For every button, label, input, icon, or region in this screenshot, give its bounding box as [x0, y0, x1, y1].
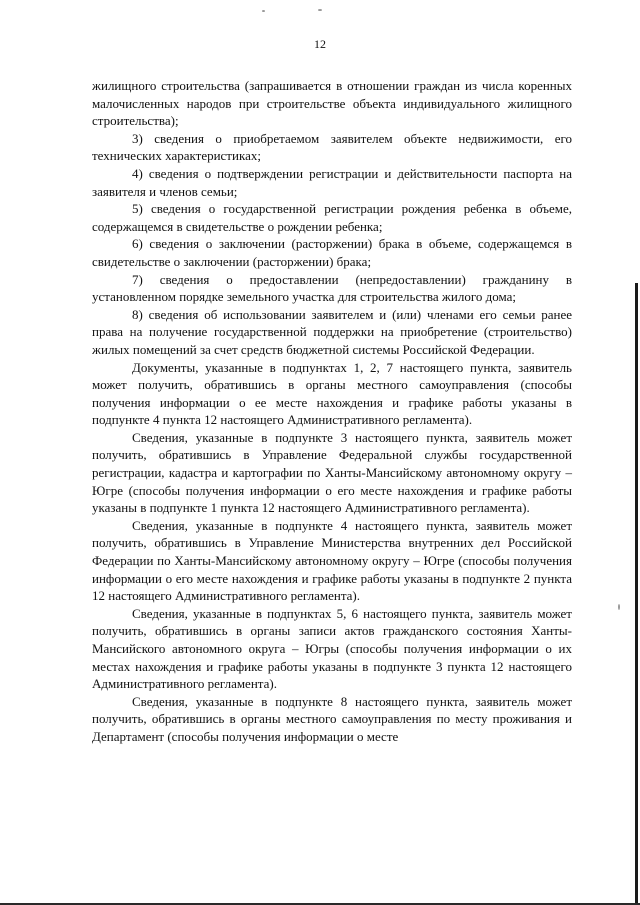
scan-edge-shadow [635, 283, 638, 905]
paragraph-item-5: 5) сведения о государственной регистрации рождения ребенка в объеме, содержащемся в свидетельстве о рождении ребенка; [92, 201, 572, 234]
paragraph-item-4: 4) сведения о подтверждении регистрации и действительности паспорта на заявителя и членов семьи; [92, 165, 572, 199]
scan-speck [318, 9, 322, 11]
paragraph-continuation: жилищного строительства (запрашивается в отношении граждан из числа коренных малочисленных народов при строительстве объекта индивидуального жилищного строительства); [92, 78, 572, 129]
paragraph-item-7: 7) сведения о предоставлении (непредоставлении) гражданину в установленном порядке земельного участка для строительства жилого дома; [92, 271, 572, 305]
scan-speck [618, 604, 620, 610]
paragraph-subitem-3-info: Сведения, указанные в подпункте 3 настоящего пункта, заявитель может получить, обратившись в Управление Федеральной службы государственной регистрации, кадастра и картографии по Ханты-Мансийскому автономному округу – Югре (способы получения информации о его месте нахождения и графике работы указаны в подпункте 1 пункта 12 настоящего Административного регламента). [92, 429, 572, 516]
paragraph-item-6: 6) сведения о заключении (расторжении) брака в объеме, содержащемся в свидетельстве о заключении (расторжении) брака; [92, 236, 572, 269]
document-body [92, 77, 572, 746]
paragraph-subitem-8-info: Сведения, указанные в подпункте 8 настоящего пункта, заявитель может получить, обратившись в органы местного самоуправления по месту проживания и Департамент (способы получения информации о месте [92, 693, 572, 744]
paragraph-item-8: 8) сведения об использовании заявителем и (или) членами его семьи ранее права на получение государственной поддержки на приобретение (строительство) жилых помещений за счет средств бюджетной системы Российской Федерации. [92, 306, 572, 357]
paragraph-documents: Документы, указанные в подпунктах 1, 2, 7 настоящего пункта, заявитель может получить, обратившись в органы местного самоуправления (способы получения информации о ее месте нахождения и графике работы указаны в подпункте 4 пункта 12 настоящего Административного регламента). [92, 359, 572, 428]
paragraph-subitems-5-6-info: Сведения, указанные в подпунктах 5, 6 настоящего пункта, заявитель может получить, обратившись в органы записи актов гражданского состояния Ханты-Мансийского автономного округа – Югры (способы получения информации о их местах нахождения и графике работы указаны в подпункте 3 пункта 12 настоящего Административного регламента). [92, 605, 572, 692]
scan-speck [262, 10, 265, 12]
page-number: 12 [314, 37, 326, 51]
paragraph-subitem-4-info: Сведения, указанные в подпункте 4 настоящего пункта, заявитель может получить, обратившись в Управление Министерства внутренних дел Российской Федерации по Ханты-Мансийскому автономному округу – Югре (способы получения информации о его месте нахождения и графике работы указаны в подпункте 2 пункта 12 настоящего Административного регламента). [92, 517, 572, 604]
paragraph-item-3: 3) сведения о приобретаемом заявителем объекте недвижимости, его технических характеристиках; [92, 130, 572, 164]
